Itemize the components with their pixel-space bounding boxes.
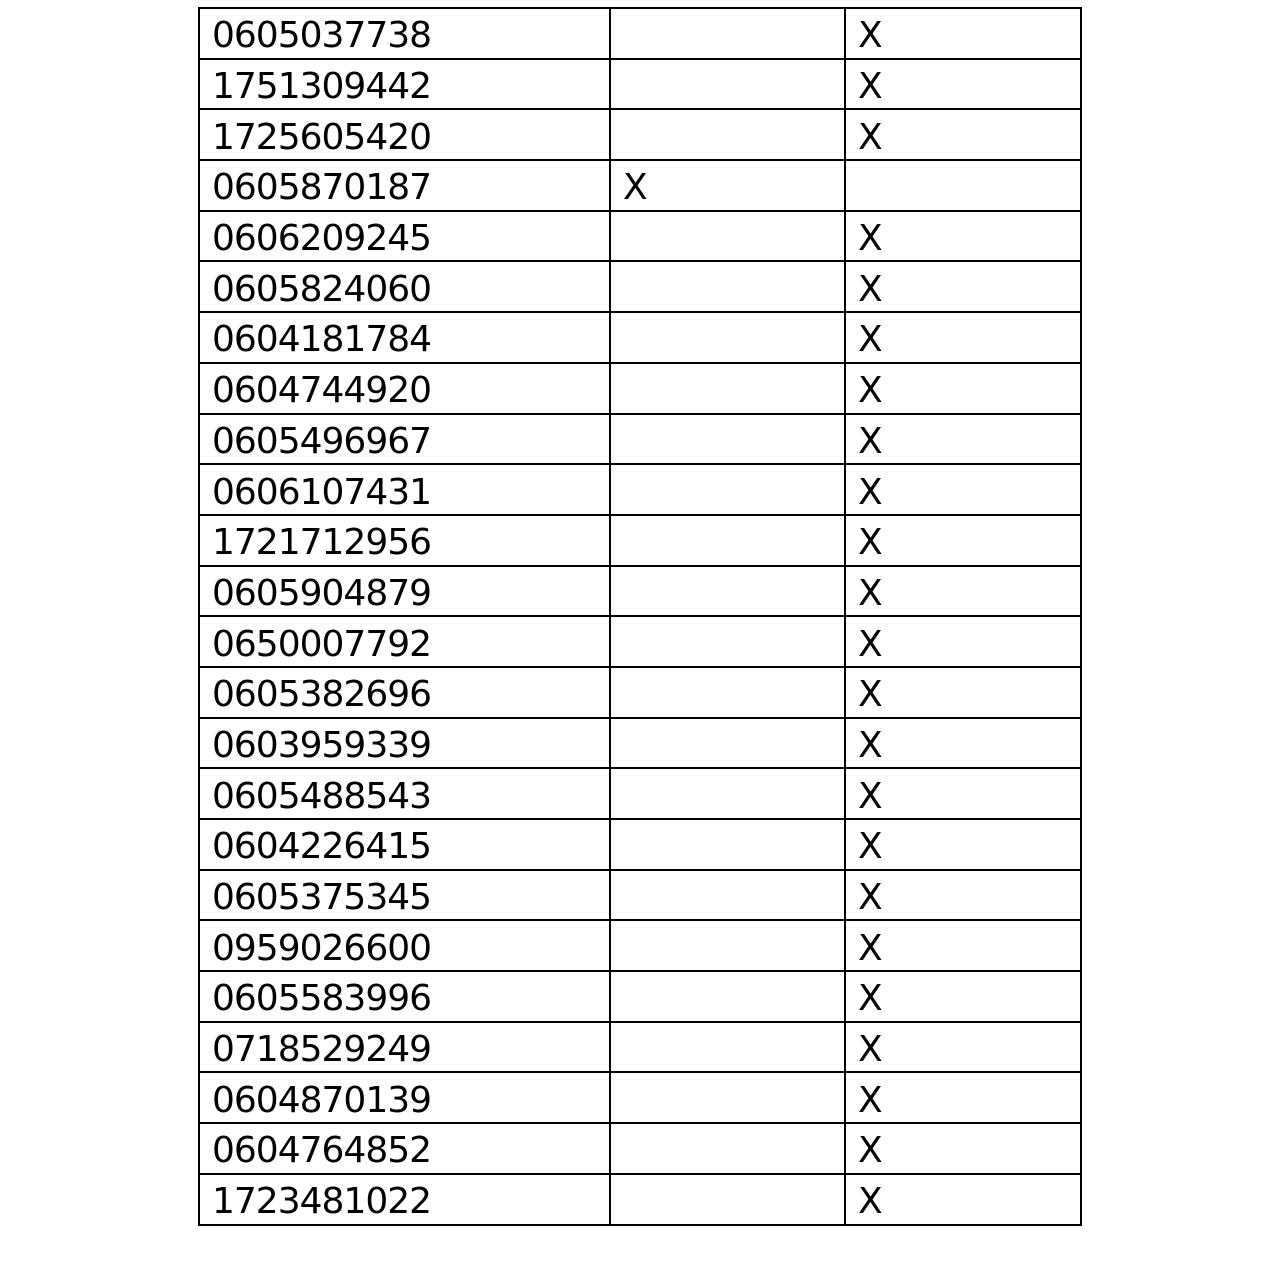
column-3-mark-cell xyxy=(845,59,1081,110)
column-2-mark-cell xyxy=(610,1022,845,1073)
column-3-mark: X xyxy=(858,978,882,1020)
column-3-mark: X xyxy=(858,471,882,513)
column-3-mark: X xyxy=(858,370,882,412)
table-row xyxy=(199,616,1081,667)
column-3-mark-cell xyxy=(845,1072,1081,1123)
id-cell xyxy=(199,768,610,819)
id-cell xyxy=(199,616,610,667)
table-row xyxy=(199,667,1081,718)
column-2-mark-cell xyxy=(610,566,845,617)
column-3-mark-cell xyxy=(845,1022,1081,1073)
column-2-mark-cell xyxy=(610,515,845,566)
column-2-mark-cell xyxy=(610,211,845,262)
id-value: 0603959339 xyxy=(212,724,432,766)
column-3-mark: X xyxy=(858,674,882,716)
column-3-mark-cell xyxy=(845,515,1081,566)
id-value: 0605870187 xyxy=(212,167,432,209)
id-cell xyxy=(199,261,610,312)
column-2-mark: X xyxy=(623,167,647,209)
column-3-mark: X xyxy=(858,1130,882,1172)
id-value: 0650007792 xyxy=(212,623,432,665)
column-3-mark-cell xyxy=(845,566,1081,617)
table-row xyxy=(199,920,1081,971)
table-row xyxy=(199,160,1081,211)
column-3-mark: X xyxy=(858,623,882,665)
id-cell xyxy=(199,414,610,465)
column-3-mark-cell xyxy=(845,1174,1081,1225)
id-cell xyxy=(199,8,610,59)
table-row xyxy=(199,8,1081,59)
table-row xyxy=(199,566,1081,617)
id-cell xyxy=(199,109,610,160)
table-row xyxy=(199,1123,1081,1174)
id-checklist-table xyxy=(198,7,1082,1226)
column-2-mark-cell xyxy=(610,8,845,59)
id-cell xyxy=(199,1174,610,1225)
column-3-mark-cell xyxy=(845,971,1081,1022)
column-3-mark: X xyxy=(858,724,882,766)
id-value: 1725605420 xyxy=(212,116,432,158)
id-value: 0605496967 xyxy=(212,420,432,462)
table-row xyxy=(199,59,1081,110)
column-2-mark-cell xyxy=(610,616,845,667)
id-value: 1721712956 xyxy=(212,522,432,564)
table-row xyxy=(199,870,1081,921)
table-row xyxy=(199,718,1081,769)
table-row xyxy=(199,414,1081,465)
column-3-mark-cell xyxy=(845,616,1081,667)
column-2-mark-cell xyxy=(610,464,845,515)
column-2-mark-cell xyxy=(610,1123,845,1174)
id-cell xyxy=(199,566,610,617)
table-row xyxy=(199,312,1081,363)
column-3-mark: X xyxy=(858,116,882,158)
column-3-mark: X xyxy=(858,877,882,919)
column-3-mark-cell xyxy=(845,464,1081,515)
id-cell xyxy=(199,971,610,1022)
id-value: 0718529249 xyxy=(212,1029,432,1071)
id-cell xyxy=(199,515,610,566)
id-cell xyxy=(199,1022,610,1073)
table-row xyxy=(199,109,1081,160)
column-3-mark: X xyxy=(858,218,882,260)
table-row xyxy=(199,261,1081,312)
column-3-mark-cell xyxy=(845,819,1081,870)
column-3-mark-cell xyxy=(845,160,1081,211)
id-value: 0959026600 xyxy=(212,927,432,969)
id-value: 1723481022 xyxy=(212,1181,432,1223)
column-2-mark-cell xyxy=(610,261,845,312)
column-2-mark-cell xyxy=(610,1174,845,1225)
id-cell xyxy=(199,920,610,971)
table-row xyxy=(199,1072,1081,1123)
id-cell xyxy=(199,819,610,870)
column-2-mark-cell xyxy=(610,363,845,414)
id-cell xyxy=(199,870,610,921)
column-2-mark-cell xyxy=(610,819,845,870)
column-3-mark-cell xyxy=(845,870,1081,921)
column-2-mark-cell xyxy=(610,920,845,971)
table-row xyxy=(199,211,1081,262)
column-3-mark-cell xyxy=(845,363,1081,414)
column-2-mark-cell xyxy=(610,312,845,363)
column-2-mark-cell xyxy=(610,768,845,819)
id-value: 0605488543 xyxy=(212,775,432,817)
table-row xyxy=(199,819,1081,870)
id-value: 0606107431 xyxy=(212,471,432,513)
id-value: 0605583996 xyxy=(212,978,432,1020)
table-row xyxy=(199,971,1081,1022)
table-row xyxy=(199,464,1081,515)
column-2-mark-cell xyxy=(610,160,845,211)
id-value: 0605904879 xyxy=(212,572,432,614)
id-value: 0605824060 xyxy=(212,268,432,310)
id-cell xyxy=(199,1123,610,1174)
column-2-mark-cell xyxy=(610,109,845,160)
id-cell xyxy=(199,464,610,515)
column-3-mark-cell xyxy=(845,261,1081,312)
column-3-mark: X xyxy=(858,420,882,462)
column-3-mark: X xyxy=(858,522,882,564)
table-row xyxy=(199,1022,1081,1073)
column-3-mark: X xyxy=(858,927,882,969)
column-3-mark: X xyxy=(858,66,882,108)
column-3-mark-cell xyxy=(845,768,1081,819)
table-row xyxy=(199,1174,1081,1225)
column-3-mark: X xyxy=(858,572,882,614)
table-body xyxy=(199,8,1081,1225)
column-2-mark-cell xyxy=(610,414,845,465)
column-3-mark: X xyxy=(858,319,882,361)
column-3-mark-cell xyxy=(845,414,1081,465)
column-3-mark: X xyxy=(858,775,882,817)
column-2-mark-cell xyxy=(610,1072,845,1123)
id-cell xyxy=(199,363,610,414)
column-3-mark: X xyxy=(858,268,882,310)
id-cell xyxy=(199,667,610,718)
table-row xyxy=(199,363,1081,414)
table-row xyxy=(199,515,1081,566)
id-value: 0605375345 xyxy=(212,877,432,919)
column-3-mark-cell xyxy=(845,1123,1081,1174)
id-cell xyxy=(199,211,610,262)
id-value: 0604744920 xyxy=(212,370,432,412)
column-3-mark-cell xyxy=(845,109,1081,160)
column-3-mark: X xyxy=(858,15,882,57)
column-2-mark-cell xyxy=(610,59,845,110)
table-row xyxy=(199,768,1081,819)
column-3-mark-cell xyxy=(845,8,1081,59)
id-cell xyxy=(199,718,610,769)
id-value: 0604226415 xyxy=(212,826,432,868)
column-2-mark-cell xyxy=(610,667,845,718)
column-3-mark-cell xyxy=(845,312,1081,363)
column-2-mark-cell xyxy=(610,870,845,921)
column-3-mark: X xyxy=(858,1029,882,1071)
id-value: 0604181784 xyxy=(212,319,432,361)
column-3-mark: X xyxy=(858,1181,882,1223)
column-3-mark-cell xyxy=(845,718,1081,769)
id-value: 1751309442 xyxy=(212,66,432,108)
id-value: 0604764852 xyxy=(212,1130,432,1172)
column-3-mark: X xyxy=(858,1079,882,1121)
id-value: 0605382696 xyxy=(212,674,432,716)
column-3-mark-cell xyxy=(845,211,1081,262)
id-cell xyxy=(199,59,610,110)
id-value: 0605037738 xyxy=(212,15,432,57)
id-cell xyxy=(199,312,610,363)
id-value: 0604870139 xyxy=(212,1079,432,1121)
column-2-mark-cell xyxy=(610,971,845,1022)
id-cell xyxy=(199,160,610,211)
id-cell xyxy=(199,1072,610,1123)
column-3-mark-cell xyxy=(845,920,1081,971)
id-value: 0606209245 xyxy=(212,218,432,260)
column-3-mark-cell xyxy=(845,667,1081,718)
column-3-mark: X xyxy=(858,826,882,868)
column-2-mark-cell xyxy=(610,718,845,769)
